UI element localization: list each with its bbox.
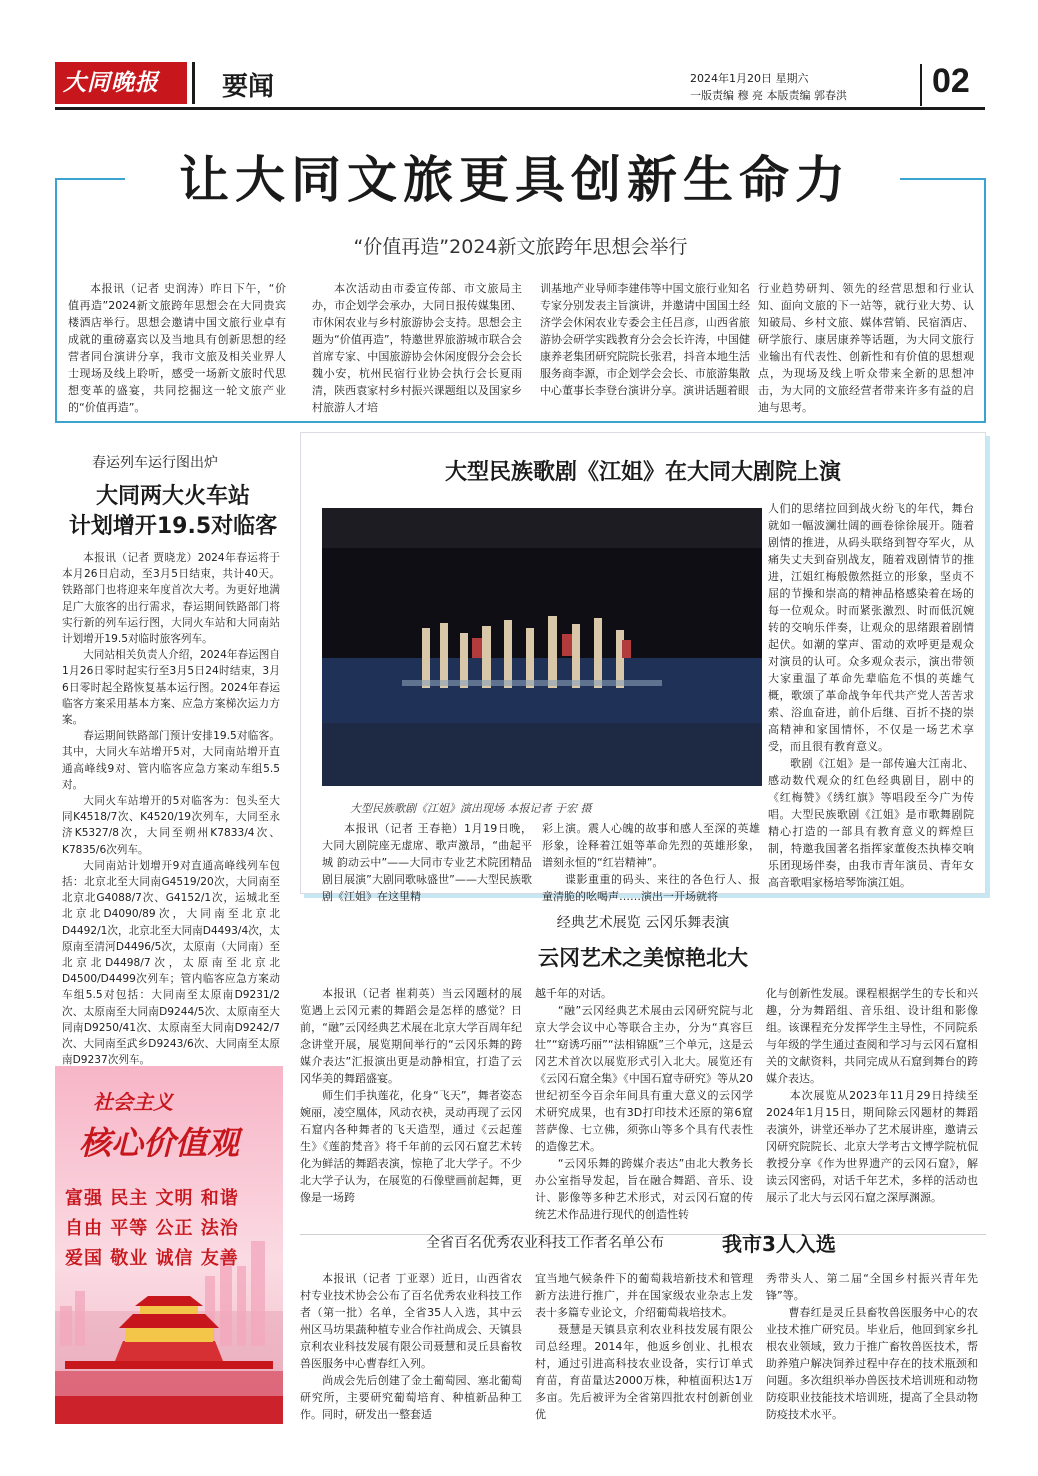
yungang-column-1: 本报讯（记者 崔莉英）当云冈题材的展览遇上云冈元素的舞蹈会是怎样的感觉？日前，“融”云冈经典艺术展在北京大学百周年纪念讲堂开展，展览期间举行的“云冈乐舞的跨媒介表达”汇报演出更是动静相宜，打造了云冈华美的舞蹈盛宴。 师生们手执莲花，化身“飞天”，舞者姿态婉丽，凌空凰体，风动衣袂，灵动再现了云冈石窟内各种舞者的飞天造型，通过《云起莲生》《莲韵梵音》将千年前的云冈石窟艺术转化为鲜活的舞蹈表演，惊艳了北大学子。不少北大学子认为，在展览的石像壁画前起舞，更像是一场跨 bbox=[300, 987, 522, 1204]
yungang-headline: 云冈艺术之美惊艳北大 bbox=[538, 946, 748, 970]
agri-kicker: 全省百名优秀农业科技工作者名单公布 bbox=[426, 1235, 664, 1251]
core-values-poster bbox=[55, 1066, 283, 1424]
lead-column-2: 本次活动由市委宣传部、市文旅局主办，市企划学会承办，大同日报传媒集团、市休闲农业与乡村旅游协会支持。思想会主题为“价值再造”，特邀世界旅游城市联合会首席专家、中国旅游协会休闲度假分会会长魏小安，杭州民宿行业协会执行会长夏雨清，陕西袁家村乡村振兴课题组以及国家乡村旅游人才培 bbox=[312, 282, 522, 414]
lead-frame-top-right bbox=[900, 178, 986, 180]
yungang-kicker: 经典艺术展览 云冈乐舞表演 bbox=[556, 915, 730, 931]
poster-line2: 核心价值观 bbox=[79, 1124, 240, 1162]
agri-column-3: 秀带头人、第二届“全国乡村振兴青年先锋”等。 曹春红是灵丘县畜牧兽医服务中心的农业技术推广研究员。毕业后，他回到家乡扎根农业领域，致力于推广畜牧兽医技术，帮助养殖户解决饲养过程中存在的技术瓶颈和问题。多次组织举办兽医技术培训班和动物防疫职业技能技术培训班，提高了全县动物防疫技术水平。 bbox=[766, 1272, 978, 1421]
masthead-divider bbox=[192, 62, 195, 104]
section-title: 要闻 bbox=[222, 72, 275, 102]
page-number: 02 bbox=[932, 62, 970, 100]
train-headline-line2: 计划增开19.5对临客 bbox=[68, 514, 278, 539]
train-headline-line1: 大同两大火车站 bbox=[95, 484, 250, 509]
yungang-column-3: 化与创新性发展。课程根据学生的专长和兴趣，分为舞蹈组、音乐组、设计组和影像组。该课程充分发挥学生主导性，不同院系与年级的学生通过查阅和学习与云冈石窟相关的文献资料，共同完成从石窟到舞台的跨媒介表达。 本次展览从2023年11月29日持续至2024年1月15日，期间除云冈题材的舞蹈表演外，讲堂还举办了艺术展讲座，邀请云冈研究院院长、北京大学考古文博学院杭侃教授分享《作为世界遗产的云冈石窟》，解读云冈密码，对话千年艺术，多样的活动也展示了北大与云冈石窟之深厚渊源。 bbox=[766, 987, 978, 1204]
train-body: 本报讯（记者 贾晓龙）2024年春运将于本月26日启动，至3月5日结束，共计40天。铁路部门也将迎来年度首次大考。为更好地满足广大旅客的出行需求，春运期间铁路部门将实行新的列车运行图，大同火车站和大同南站计划增开19.5对临时旅客列车。 大同站相关负责人介绍，2024年春运图自1月26日零时起实行至3月5日24时结束，3月6日零时起全路恢复基本运行图。2024年春运临客方案采用基本方案、应急方案梯次运力方案。 春运期间铁路部门预计安排19.5对临客。其中，大同火车站增开5对，大同南站增开直通高峰线9对、管内临客应急方案动车组5.5对。 大同火车站增开的5对临客为：包头至大同K4518/7次、K4520/19次列车，大同至永济K5327/8次，大同至朔州K7833/4次、K7835/6次列车。 大同南站计划增开9对直通高峰线列车包括：北京北至大同南G4519/20次，大同南至北京北G4088/7次、G4152/1次，运城北至北京北D4090/89次，大同南至北京北D4492/1次，北京北至大同南D4493/4次，太原南至清河D4496/5次，太原南（大同南）至北京北D4498/7次，太原南至北京北D4500/D4499次列车；管内临客应急方案动车组5.5对包括：大同南至太原南D9231/2次、太原南至大同南D9244/5次、太原南至大同南D9250/41次、太原南至大同南D9242/7次、大同南至武乡D9243/6次、大同南至太原南D9237次列车。 bbox=[62, 552, 280, 1067]
train-kicker: 春运列车运行图出炉 bbox=[92, 455, 218, 471]
opera-stage-photo bbox=[322, 508, 762, 786]
newspaper-logo: 大同晚报 bbox=[55, 62, 187, 104]
poster-values-row3: 爱国 敬业 诚信 友善 bbox=[65, 1248, 239, 1269]
opera-photo-caption: 大型民族歌剧《江姐》演出现场 本报记者 于宏 摄 bbox=[350, 802, 592, 815]
opera-body-right: 人们的思绪拉回到战火纷飞的年代，舞台就如一幅波澜壮阔的画卷徐徐展开。随着剧情的推进，从码头联络到智夺军火，从痛失丈夫到奋别战友，随着戏剧情节的推进，江姐红梅般傲然挺立的形象，坚贞不屈的节操和崇高的精神品格感染着在场的每一位观众。时而紧张激烈、时而低沉婉转的交响乐伴奏，让观众的思绪跟着剧情起伏。如潮的掌声、雷动的欢呼更是观众对演员的认可。众多观众表示，演出带领大家重温了革命先辈临危不惧的英雄气概，歌颂了革命战争年代共产党人苦苦求索、浴血奋进，前仆后继、百折不挠的崇高精神和家国情怀，不仅是一场艺术享受，而且很有教育意义。 歌剧《江姐》是一部传遍大江南北、感动数代观众的红色经典剧目，剧中的《红梅赞》《绣红旗》等唱段至今广为传唱。大型民族歌剧《江姐》是市歌舞剧院精心打造的一部具有教育意义的辉煌巨制，特邀我国著名指挥家董俊杰执棒交响乐团现场伴奏，由我市青年演员、青年女高音歌唱家杨培琴饰演江姐。 bbox=[768, 502, 974, 889]
opera-body-mid: 彩上演。震人心魄的故事和感人至深的英雄形象，诠释着江姐等革命先烈的英雄形象，谱刻永恒的“红岩精神”。 谍影重重的码头、来往的各色行人、报童清脆的吆喝声……演出一开场就将 bbox=[542, 822, 760, 903]
poster-values-row2: 自由 平等 公正 法治 bbox=[65, 1218, 239, 1239]
lead-column-4: 行业趋势研判、领先的经营思想和行业认知、面向文旅的下一站等，就行业大势、认知破局、乡村文旅、媒体营销、民宿酒店、研学旅行、康居康养等话题，为大同文旅行业输出有代表性、创新性和有价值的思想观点，为现场及线上听众带来全新的思想冲击，为大同的文旅经营者带来许多有益的启迪与思考。 bbox=[758, 282, 974, 414]
agri-column-1: 本报讯（记者 丁亚翠）近日，山西省农村专业技术协会公布了百名优秀农业科技工作者（第一批）名单，全省35人入选，其中云州区马坊果蔬种植专业合作社尚成会、天镇县京利农业科技发展有限公司聂慧和灵丘县畜牧兽医服务中心曹春红入列。 尚成会先后创建了金土葡萄园、塞北葡萄研究所，主要研究葡萄培育、种植新品种工作。同时，研发出一整套适 bbox=[300, 1272, 522, 1421]
poster-line1: 社会主义 bbox=[93, 1090, 173, 1114]
lead-frame-left bbox=[55, 178, 57, 423]
lead-frame-bottom bbox=[55, 421, 986, 423]
yungang-column-2: 越千年的对话。 “融”云冈经典艺术展由云冈研究院与北京大学会议中心等联合主办，分为“真容巨壮”“窈诱巧丽”“法相锦瓯”三个单元，这是云冈艺术首次以展览形式引入北大。展览还有《云冈石窟全集》《中国石窟寺研究》等从20世纪初至今百余年间具有重大意义的云冈学术研究成果，也有3D打印技术还原的第6窟菩萨像、七立佛，须弥山等多个具有代表性的造像艺术。 “云冈乐舞的跨媒介表达”由北大教务长办公室指导发起，旨在融合舞蹈、音乐、设计、影像等多种艺术形式，对云冈石窟的传统艺术作品进行现代的创造性转 bbox=[535, 987, 753, 1221]
lead-frame-right bbox=[984, 178, 986, 423]
lead-column-1: 本报讯（记者 史润涛）昨日下午，“价值再造”2024新文旅跨年思想会在大同贵宾楼酒店举行。思想会邀请中国文旅行业卓有成就的重磅嘉宾以及当地具有创新思想的经营者同台演讲分享，我市文旅及相关业界人士现场及线上聆听，感受一场新文旅时代思想变革的盛宴，共同挖掘这一轮文旅产业的“价值再造”。 bbox=[68, 282, 286, 414]
issue-meta bbox=[690, 70, 847, 104]
opera-stage-illustration bbox=[322, 508, 762, 786]
date-line: 2024年1月20日 星期六 bbox=[690, 72, 809, 85]
poster-values-row1: 富强 民主 文明 和谐 bbox=[65, 1188, 239, 1209]
agri-headline: 我市3人入选 bbox=[722, 1232, 836, 1256]
masthead-rule bbox=[55, 107, 985, 110]
opera-headline: 大型民族歌剧《江姐》在大同大剧院上演 bbox=[444, 460, 841, 485]
lead-column-3: 训基地产业导师李建伟等中国文旅行业知名专家分别发表主旨演讲，并邀请中国国土经济学会休闲农业专委会主任吕彦，山西省旅游协会研学实践教育分会会长许涛，中国健康养老集团研究院院长张君，抖音本地生活服务商李源，市企划学会会长、市旅游集散中心董事长李登台演讲分享。演讲话题着眼 bbox=[540, 282, 750, 397]
opera-body-left: 本报讯（记者 王春艳）1月19日晚，大同大剧院座无虚席、歌声激昂，“曲起平城 韵动云中”——大同市专业艺术院团精品剧目展演”大剧同歌咏盛世”——大型民族歌剧《江姐》在这里精 bbox=[322, 822, 532, 903]
editor-line: 一版责编 穆 亮 本版责编 郭春洪 bbox=[690, 89, 847, 102]
lead-subheadline: “价值再造”2024新文旅跨年思想会举行 bbox=[353, 236, 688, 258]
agri-column-2: 宜当地气候条件下的葡萄栽培新技术和管理新方法进行推广，并在国家级农业杂志上发表十多篇专业论文，介绍葡萄栽培技术。 聂慧是天镇县京利农业科技发展有限公司总经理。2014年，他返乡创业、扎根农村，通过引进高科技农业设备，实行订单式育苗，育苗量达2000万株，种植面积达1万多亩。先后被评为全省第四批农村创新创业优 bbox=[535, 1272, 753, 1421]
lead-frame-top-left bbox=[55, 178, 125, 180]
lead-headline: 让大同文旅更具创新生命力 bbox=[179, 151, 851, 209]
page-number-divider bbox=[920, 64, 922, 106]
